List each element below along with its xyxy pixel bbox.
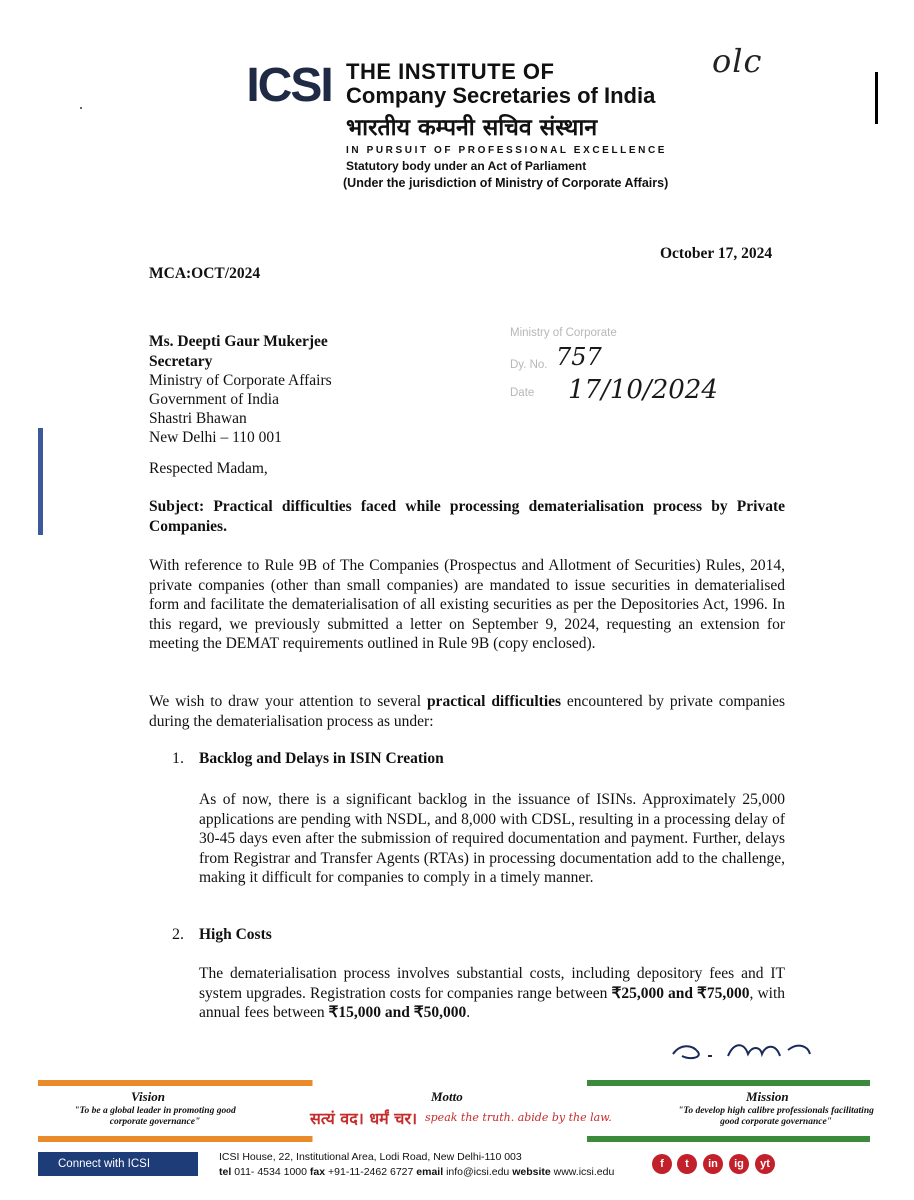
facebook-icon[interactable]: f bbox=[652, 1154, 672, 1174]
scan-side-strip bbox=[38, 428, 43, 535]
recipient-ministry: Ministry of Corporate Affairs bbox=[149, 372, 332, 389]
difficulties-text-after: encountered by private companies during the dematerialisation process as under: bbox=[149, 693, 785, 730]
footer-contact-line bbox=[219, 1166, 614, 1178]
footer-address: ICSI House, 22, Institutional Area, Lodi Road, New Delhi-110 003 bbox=[219, 1151, 522, 1163]
recipient-government: Government of India bbox=[149, 391, 279, 408]
website-url: www.icsi.edu bbox=[553, 1166, 615, 1178]
motto-title: Motto bbox=[431, 1089, 463, 1104]
vision-title: Vision bbox=[131, 1089, 165, 1104]
jurisdiction-line: (Under the jurisdiction of Ministry of Corporate Affairs) bbox=[343, 176, 669, 190]
motto-english: speak the truth. abide by the law. bbox=[425, 1111, 612, 1124]
difficulties-text-bold: practical difficulties bbox=[426, 693, 562, 710]
icsi-logo bbox=[240, 58, 338, 108]
stamp-date-label: Date bbox=[510, 387, 535, 399]
stamp-ministry: Ministry of Corporate bbox=[510, 327, 617, 339]
stamp-date-value: 17/10/2024 bbox=[568, 375, 718, 405]
recipient-name: Ms. Deepti Gaur Mukerjee bbox=[149, 333, 328, 350]
org-name-line2: Company Secretaries of India bbox=[346, 83, 656, 108]
mission-title: Mission bbox=[746, 1089, 789, 1104]
org-tagline: IN PURSUIT OF PROFESSIONAL EXCELLENCE bbox=[346, 145, 668, 156]
item2-text-mid: , with annual fees between bbox=[199, 984, 785, 1022]
youtube-icon[interactable]: yt bbox=[755, 1154, 775, 1174]
scan-edge-mark bbox=[875, 72, 878, 124]
item2-text-end: . bbox=[466, 1004, 471, 1022]
stamp-dy-label: Dy. No. bbox=[510, 359, 548, 371]
item2-text-before: The dematerialisation process involves substantial costs, including depository fees and IT system upgrades. Registration costs for companies range between bbox=[199, 965, 785, 1002]
recipient-building: Shastri Bhawan bbox=[149, 410, 247, 427]
letter-date: October 17, 2024 bbox=[660, 245, 773, 262]
email-label: email bbox=[416, 1166, 444, 1178]
initials-signature bbox=[668, 1030, 838, 1066]
org-name-hindi: भारतीय कम्पनी सचिव संस्थान bbox=[346, 115, 598, 141]
instagram-icon[interactable]: ig bbox=[729, 1154, 749, 1174]
logo-text: ICSI bbox=[246, 59, 332, 108]
footer-tricolour-top bbox=[38, 1080, 870, 1086]
twitter-icon[interactable]: t bbox=[677, 1154, 697, 1174]
footer-tricolour-bottom bbox=[38, 1136, 870, 1142]
connect-with-icsi-banner: Connect with ICSI bbox=[38, 1152, 198, 1176]
fax-label: fax bbox=[309, 1166, 326, 1178]
tel-number: 011- 4534 1000 bbox=[234, 1166, 307, 1178]
linkedin-icon[interactable]: in bbox=[703, 1154, 723, 1174]
handwritten-note: olc bbox=[712, 42, 763, 80]
item2-annual-fees: ₹15,000 and ₹50,000 bbox=[328, 1004, 467, 1022]
item2-registration-cost: ₹25,000 and ₹75,000 bbox=[611, 984, 750, 1002]
subject-line: Subject: Practical difficulties faced while processing dematerialisation process by Private Companies. bbox=[149, 498, 785, 535]
stamp-dy-number: 757 bbox=[556, 343, 602, 371]
scan-speck bbox=[80, 107, 82, 109]
org-name-line1: THE INSTITUTE OF bbox=[346, 59, 555, 84]
fax-number: +91-11-2462 6727 bbox=[328, 1166, 414, 1178]
statutory-line: Statutory body under an Act of Parliament bbox=[346, 159, 587, 173]
difficulties-paragraph bbox=[149, 692, 785, 731]
mission-text: "To develop high calibre professionals facilitating good corporate governance" bbox=[678, 1106, 874, 1127]
salutation: Respected Madam, bbox=[149, 460, 268, 477]
item1-heading: Backlog and Delays in ISIN Creation bbox=[199, 750, 444, 767]
item1-text: As of now, there is a significant backlog in the issuance of ISINs. Approximately 25,000 applications are pending with NSDL, and 8,000 with CDSL, resulting in a processing delay of 30-45 days even after the submission of required documentation and payment. Further, delays from Registrar and Transfer Agents (RTAs) in processing documentation add to the challenge, making it difficult for companies to comply in a timely manner. bbox=[199, 791, 785, 887]
reference-number: MCA:OCT/2024 bbox=[149, 265, 261, 282]
intro-paragraph: With reference to Rule 9B of The Companies (Prospectus and Allotment of Securities) Rules, 2014, private companies (other than small companies) are mandated to issue securities in dematerialised form and facilitate the dematerialisation of all existing securities as per the Depositories Act, 1996. In this regard, we previously submitted a letter on September 9, 2024, requesting an extension for meeting the DEMAT requirements outlined in Rule 9B (copy enclosed). bbox=[149, 557, 785, 653]
item2-heading: High Costs bbox=[199, 926, 272, 943]
recipient-city: New Delhi – 110 001 bbox=[149, 429, 282, 446]
difficulties-text-before: We wish to draw your attention to several bbox=[149, 693, 427, 710]
received-stamp bbox=[508, 325, 728, 405]
item1-number: 1. bbox=[172, 750, 184, 767]
motto-hindi: सत्यं वद। धर्मं चर। bbox=[310, 1109, 418, 1128]
recipient-title: Secretary bbox=[149, 353, 213, 370]
email-address: info@icsi.edu bbox=[446, 1166, 510, 1178]
website-label: website bbox=[512, 1166, 551, 1178]
item2-text bbox=[199, 964, 785, 1023]
item2-number: 2. bbox=[172, 926, 184, 943]
vision-text: "To be a global leader in promoting good corporate governance" bbox=[74, 1106, 236, 1127]
tel-label: tel bbox=[219, 1166, 232, 1178]
